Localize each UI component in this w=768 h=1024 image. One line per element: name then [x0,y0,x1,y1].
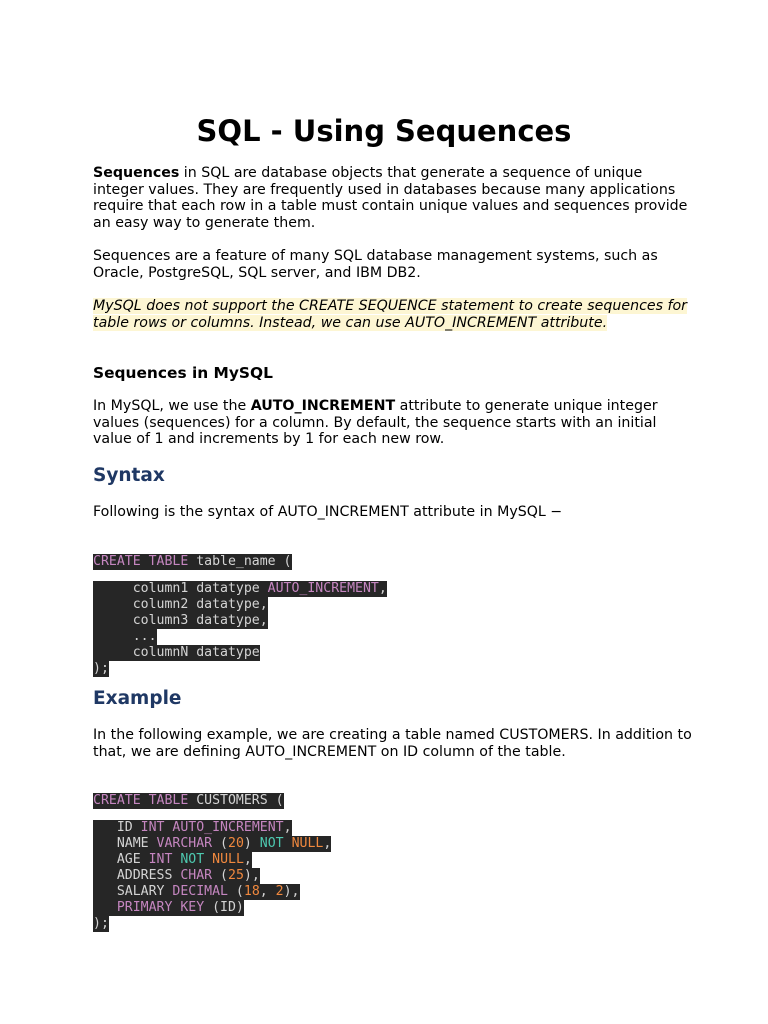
code-type: VARCHAR [156,836,213,851]
example-paragraph: In the following example, we are creating a table named CUSTOMERS. In addition to that, we are defining AUTO_INCREMENT on ID column of the table. [93,727,692,760]
code-number: 20 [228,836,244,851]
code-text: ( [212,836,228,851]
code-text: SALARY [93,884,173,899]
code-text: table_name ( [188,554,292,569]
code-text: ) [243,836,260,851]
intro-paragraph [93,165,693,231]
code-text [284,836,292,851]
code-line [93,645,260,661]
auto-increment-paragraph [93,398,693,448]
code-line [93,868,260,884]
code-line [93,793,284,809]
code-number: 2 [275,884,284,899]
code-text: (ID) [204,900,244,915]
page-title: SQL - Using Sequences [196,114,572,148]
code-text: ); [93,661,109,676]
mysql-note [93,298,693,331]
mysql-note-text: MySQL does not support the CREATE SEQUENCE statement to create sequences for table rows or columns. Instead, we can use AUTO_INCREMENT attribute. [93,298,688,331]
code-keyword: CREATE TABLE [93,554,189,569]
code-keyword: CREATE TABLE [93,793,189,808]
code-line [93,836,331,852]
syntax-paragraph: Following is the syntax of AUTO_INCREMENT attribute in MySQL − [93,504,563,520]
code-line [93,900,244,916]
code-line [93,916,109,932]
code-line [93,554,292,570]
code-line [93,629,157,645]
code-text: column2 datatype, [93,597,268,612]
code-number: 25 [228,868,244,883]
code-text: , [323,836,332,851]
code-line [93,852,252,868]
intro-text: in SQL are database objects that generate a sequence of unique integer values. They are frequently used in databases because many applications require that each row in a table must contain unique values and sequences provide an easy way to generate them. [93,165,688,231]
code-text: columnN datatype [93,645,260,660]
code-text [204,852,212,867]
auto-increment-text-post: attribute to generate unique integer values (sequences) for a column. By default, the sequence starts with an initial value of 1 and increments by 1 for each new row. [93,398,658,448]
code-keyword: AUTO_INCREMENT [267,581,379,596]
auto-increment-text-pre: In MySQL, we use the [93,398,251,414]
dbms-paragraph: Sequences are a feature of many SQL database management systems, such as Oracle, PostgreSQL, SQL server, and IBM DB2. [93,248,658,281]
code-keyword: PRIMARY KEY [116,900,205,915]
code-text: ( [212,868,228,883]
code-text: ADDRESS [93,868,181,883]
code-text: , [283,820,292,835]
code-type: DECIMAL [172,884,228,899]
code-line [93,597,268,613]
code-text [93,900,117,915]
code-type: CHAR [180,868,213,883]
code-type: INT [140,820,165,835]
code-text: column1 datatype [93,581,268,596]
intro-bold-term: Sequences [93,165,180,181]
code-not: NOT [259,836,284,851]
code-line [93,820,292,836]
code-text: column3 datatype, [93,613,268,628]
code-null: NULL [291,836,324,851]
code-text: ), [243,868,260,883]
auto-increment-bold: AUTO_INCREMENT [250,398,396,414]
code-text: ... [93,629,157,644]
code-line [93,884,300,900]
heading-sequences-in-mysql: Sequences in MySQL [93,364,273,382]
code-text: , [259,884,276,899]
code-not: NOT [180,852,205,867]
code-text: , [243,852,252,867]
code-line [93,613,268,629]
code-keyword: AUTO_INCREMENT [172,820,284,835]
code-type: INT [148,852,173,867]
code-null: NULL [212,852,244,867]
code-number: 18 [243,884,260,899]
code-text: , [378,581,387,596]
code-text: ), [283,884,300,899]
code-text: ); [93,916,109,931]
code-text: CUSTOMERS ( [188,793,284,808]
heading-example: Example [93,688,182,709]
code-text: ( [227,884,244,899]
code-line [93,661,109,677]
code-line [93,581,387,597]
heading-syntax: Syntax [93,465,165,486]
code-text: ID [93,820,141,835]
code-text: AGE [93,852,149,867]
code-text: NAME [93,836,157,851]
